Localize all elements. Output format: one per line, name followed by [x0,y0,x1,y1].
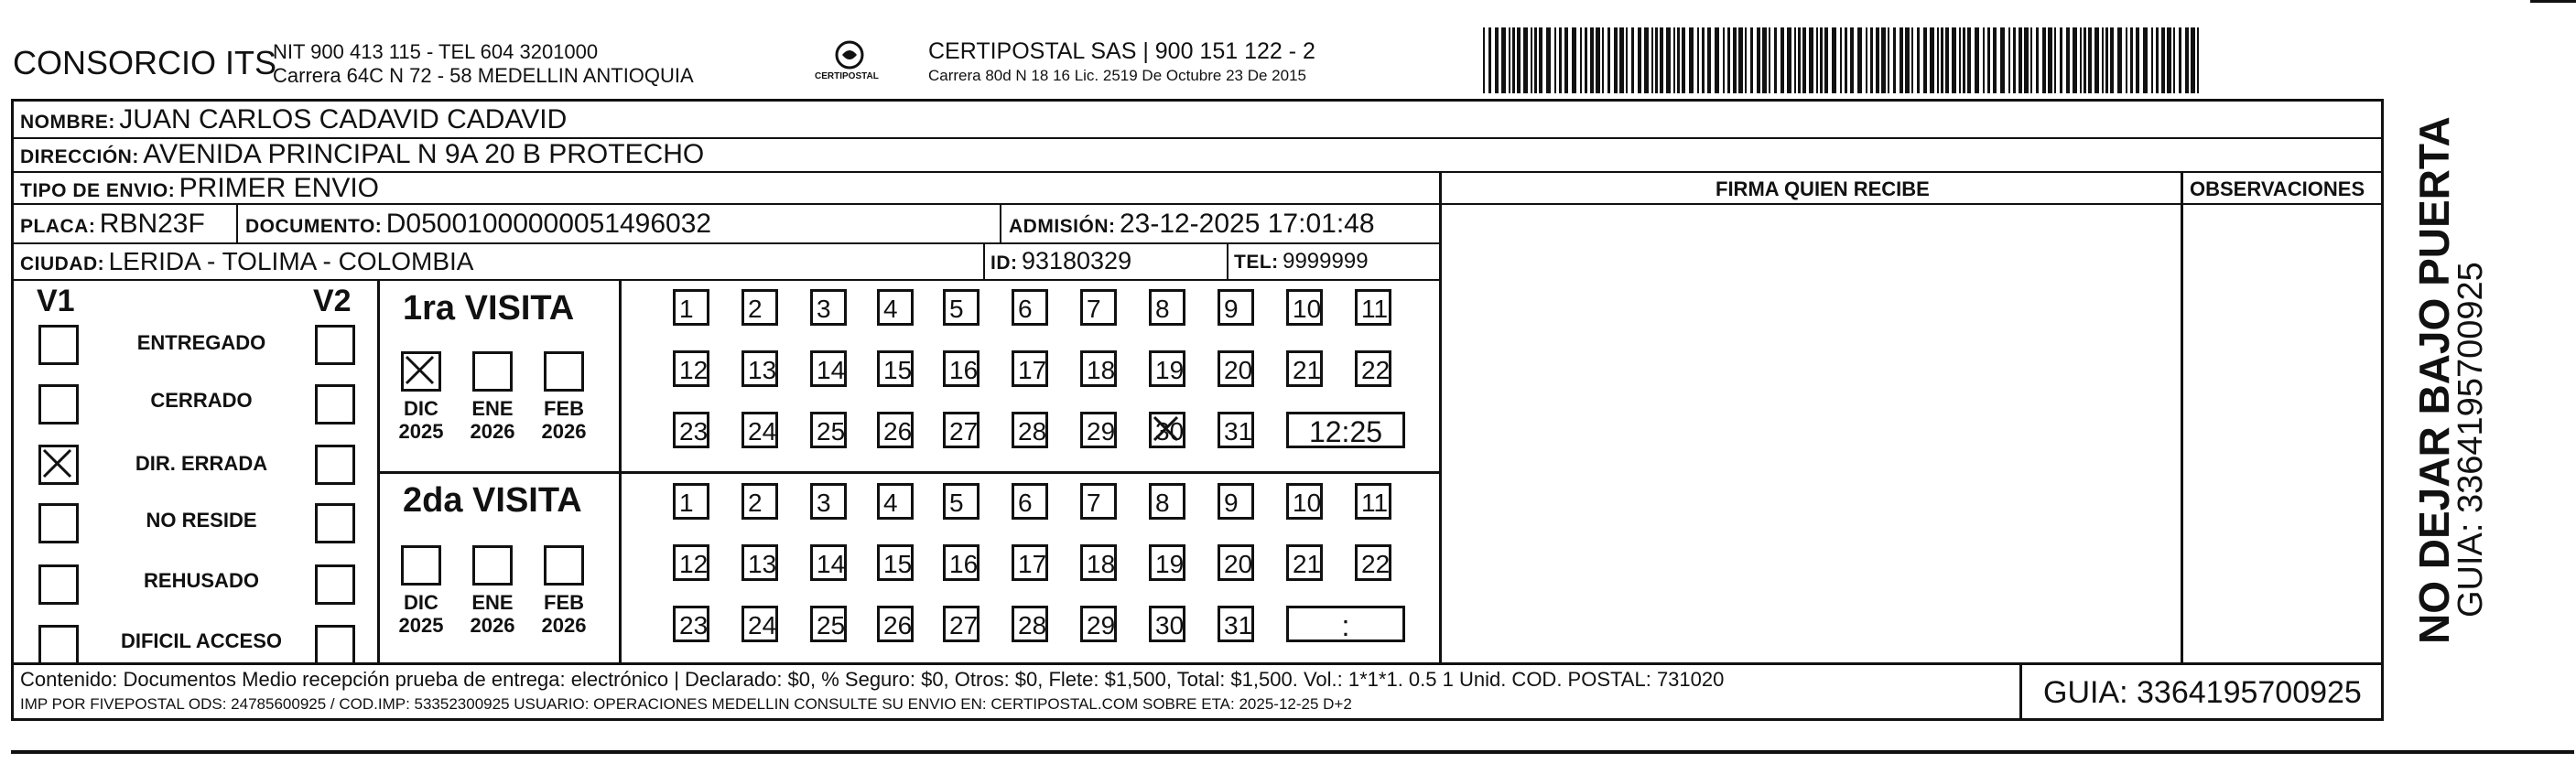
day-number: 9 [1224,489,1239,517]
month-label [536,397,591,443]
day-number: 10 [1293,295,1322,323]
day-number: 15 [883,550,913,578]
documento-row [245,209,711,240]
day-box[interactable] [1218,606,1254,642]
footer-guia: GUIA: 3364195700925 [2043,675,2362,710]
day-number: 31 [1224,611,1253,639]
day-number: 17 [1018,550,1047,578]
month-label [536,591,591,637]
month-checkbox[interactable] [544,545,584,586]
tipo-row [20,173,379,204]
day-number: 16 [949,356,979,384]
logo-caption: CERTIPOSTAL [815,71,879,81]
day-number: 29 [1087,417,1116,446]
day-box[interactable] [1149,289,1185,326]
day-box[interactable] [877,350,914,387]
footer-guia-sep [2019,662,2022,719]
day-number: 26 [883,417,913,446]
day-box[interactable] [810,289,847,326]
day-number: 11 [1361,295,1389,323]
side-guia: GUIA: 3364195700925 [2452,262,2490,618]
day-number: 13 [748,550,777,578]
day-box[interactable] [943,483,980,520]
day-number: 18 [1087,356,1116,384]
v1-checkbox[interactable] [38,503,79,543]
day-number: 30 [1155,611,1185,639]
day-box[interactable] [943,544,980,581]
admision-row [1009,209,1375,240]
page-top-right-mark [2530,0,2576,3]
v2-checkbox[interactable] [315,503,355,543]
day-box[interactable] [1080,544,1117,581]
day-number: 22 [1361,356,1391,384]
day-number: 19 [1155,356,1185,384]
direccion-value: AVENIDA PRINCIPAL N 9A 20 B PROTECHO [143,139,705,169]
day-box[interactable] [1218,483,1254,520]
v2-checkbox[interactable] [315,384,355,424]
day-number: 17 [1018,356,1047,384]
month-year: 2025 [398,614,444,637]
day-number: 15 [883,356,913,384]
documento-label: DOCUMENTO: [245,216,383,237]
day-box[interactable] [1218,289,1254,326]
admision-label: ADMISIÓN: [1009,216,1116,237]
day-box[interactable] [1012,350,1048,387]
day-number: 19 [1155,550,1185,578]
day-box[interactable] [1286,289,1323,326]
day-box[interactable] [1080,412,1117,448]
month-label [394,591,449,637]
day-number: 1 [679,489,694,517]
row-line-6 [11,662,2384,665]
day-number: 6 [1018,489,1033,517]
nombre-value: JUAN CARLOS CADAVID CADAVID [119,104,568,134]
ciudad-label: CIUDAD: [20,253,105,274]
month-label [394,397,449,443]
certipostal-logo-icon [813,37,886,91]
frame-left [11,99,14,721]
v1-checkbox[interactable] [38,625,79,665]
check-x-icon [404,354,438,389]
month-checkbox[interactable] [472,351,513,392]
day-number: 31 [1224,417,1253,446]
day-box[interactable] [1149,606,1185,642]
day-box[interactable] [943,350,980,387]
day-box[interactable] [877,412,914,448]
day-box[interactable] [741,483,778,520]
check-x-icon [41,447,76,482]
day-box[interactable] [1012,289,1048,326]
check-x-icon [1152,414,1183,446]
day-number: 14 [817,550,846,578]
tel-row [1234,249,1369,274]
day-box[interactable] [810,483,847,520]
day-number: 24 [748,417,777,446]
day-box[interactable] [741,350,778,387]
day-box[interactable] [810,606,847,642]
day-number: 29 [1087,611,1116,639]
day-box[interactable] [1286,350,1323,387]
day-box[interactable] [943,412,980,448]
month-name: FEB [544,591,584,614]
time-value: 12:25 [1308,415,1383,448]
ciudad-row [20,247,473,276]
day-number: 4 [883,295,898,323]
nombre-row [20,104,567,135]
day-number: 18 [1087,550,1116,578]
day-number: 20 [1224,356,1253,384]
day-number: 2 [748,295,763,323]
day-number: 27 [949,417,979,446]
visit2-title: 2da VISITA [403,481,582,520]
id-value: 93180329 [1021,247,1132,274]
day-number: 11 [1361,489,1389,517]
day-box[interactable] [741,289,778,326]
side-panel [2391,101,2501,650]
day-box[interactable] [1355,350,1391,387]
day-number: 2 [748,489,763,517]
day-box[interactable] [1355,483,1391,520]
tel-value: 9999999 [1283,249,1369,274]
day-number: 12 [679,550,709,578]
visit-divider [377,471,1441,474]
day-number: 28 [1018,611,1047,639]
day-number: 20 [1224,550,1253,578]
footer-contenido: Contenido: Documentos Medio recepción prueba de entrega: electrónico | Declarado: $0, % Seguro: $0, Otros: $0, Flete: $1,500, Total: $1,500. Vol.: 1*1*1. 0.5 1 Unid. COD. POSTAL: 731020 [20,668,1725,691]
time-value: : [1341,609,1350,642]
day-box[interactable] [1012,412,1048,448]
status-label: DIFICIL ACCESO [120,629,282,652]
day-number: 7 [1087,295,1101,323]
day-box[interactable] [1286,544,1323,581]
day-box[interactable] [1080,606,1117,642]
tipo-label: TIPO DE ENVIO: [20,180,176,201]
row-line-5 [11,279,1441,281]
direccion-label: DIRECCIÓN: [20,146,139,167]
month-name: FEB [544,397,584,420]
day-box[interactable] [877,544,914,581]
day-box[interactable] [741,606,778,642]
month-checkbox[interactable] [472,545,513,586]
day-number: 8 [1155,295,1170,323]
v2-checkbox[interactable] [315,445,355,485]
day-box[interactable] [673,483,709,520]
month-name: DIC [404,591,438,614]
month-name: DIC [404,397,438,420]
visit1-title: 1ra VISITA [403,289,575,328]
day-number: 3 [817,295,831,323]
day-box[interactable] [1080,289,1117,326]
day-number: 27 [949,611,979,639]
day-number: 6 [1018,295,1033,323]
month-label [465,591,520,637]
day-number: 24 [748,611,777,639]
day-box[interactable] [673,412,709,448]
day-box[interactable] [1218,350,1254,387]
v1-label: V1 [37,284,75,318]
day-number: 4 [883,489,898,517]
v1-checkbox[interactable] [38,384,79,424]
day-box[interactable] [1012,606,1048,642]
day-box[interactable] [1080,350,1117,387]
month-label [465,397,520,443]
day-number: 12 [679,356,709,384]
day-number: 23 [679,611,709,639]
day-box[interactable] [1355,544,1391,581]
time-box[interactable] [1286,606,1405,642]
day-box[interactable] [810,412,847,448]
frame-bottom [11,718,2384,721]
status-label: ENTREGADO [136,331,266,354]
day-box[interactable] [673,350,709,387]
month-name: ENE [471,591,514,614]
day-box[interactable] [877,606,914,642]
day-number: 26 [883,611,913,639]
frame-top [11,99,2384,102]
day-box[interactable] [673,544,709,581]
ciudad-value: LERIDA - TOLIMA - COLOMBIA [108,247,474,275]
day-number: 5 [949,295,964,323]
status-label: NO RESIDE [146,509,257,532]
day-box[interactable] [673,606,709,642]
tipo-value: PRIMER ENVIO [179,173,380,203]
placa-row [20,209,205,240]
page-bottom-line [11,750,2574,754]
day-box[interactable] [1149,544,1185,581]
admision-value: 23-12-2025 17:01:48 [1119,209,1375,239]
day-box[interactable] [1012,544,1048,581]
day-box[interactable] [1286,483,1323,520]
day-number: 23 [679,417,709,446]
month-checkbox[interactable] [401,351,441,392]
day-box[interactable] [1218,412,1254,448]
day-box[interactable] [943,606,980,642]
day-number: 21 [1293,550,1322,578]
month-checkbox[interactable] [544,351,584,392]
day-number: 14 [817,356,846,384]
day-number: 7 [1087,489,1101,517]
company-nit: NIT 900 413 115 - TEL 604 3201000 [273,40,599,63]
col-firma-left [1439,171,1442,663]
month-year: 2026 [470,420,515,443]
day-box[interactable] [1149,350,1185,387]
col-placa-sep [236,203,238,242]
nombre-label: NOMBRE: [20,112,115,133]
v2-checkbox[interactable] [315,625,355,665]
tel-label: TEL: [1234,252,1279,273]
company-address: Carrera 64C N 72 - 58 MEDELLIN ANTIOQUIA [273,64,694,87]
day-number: 9 [1224,295,1239,323]
day-box[interactable] [1355,289,1391,326]
id-label: ID: [990,253,1018,274]
month-name: ENE [471,397,514,420]
day-number: 16 [949,550,979,578]
day-box[interactable] [1149,412,1185,448]
day-box[interactable] [1149,483,1185,520]
day-number: 22 [1361,550,1391,578]
status-label: DIR. ERRADA [135,452,268,475]
id-row [990,247,1131,275]
day-box[interactable] [943,289,980,326]
day-number: 25 [817,611,846,639]
v1-checkbox[interactable] [38,325,79,365]
v2-checkbox[interactable] [315,325,355,365]
day-number: 25 [817,417,846,446]
v2-label: V2 [313,284,352,318]
col-obs-left [2181,171,2183,663]
day-number: 3 [817,489,831,517]
col-id-sep [983,242,985,279]
direccion-row [20,139,704,170]
v1-checkbox[interactable] [38,445,79,485]
certipostal-sub: Carrera 80d N 18 16 Lic. 2519 De Octubre 23 De 2015 [928,67,1306,84]
month-year: 2026 [541,614,587,637]
company-name: CONSORCIO ITS [13,44,277,81]
month-year: 2026 [541,420,587,443]
day-box[interactable] [1218,544,1254,581]
placa-label: PLACA: [20,216,96,237]
day-number: 28 [1018,417,1047,446]
month-year: 2026 [470,614,515,637]
col-tel-sep [1227,242,1228,279]
day-number: 30 [1155,417,1185,446]
day-number: 13 [748,356,777,384]
observaciones-header: OBSERVACIONES [2190,177,2365,200]
day-box[interactable] [877,483,914,520]
placa-value: RBN23F [99,209,205,239]
day-box[interactable] [877,289,914,326]
v2-checkbox[interactable] [315,564,355,605]
col-admision-sep [1000,203,1001,242]
month-checkbox[interactable] [401,545,441,586]
day-number: 1 [679,295,694,323]
status-label: REHUSADO [144,569,259,592]
day-box[interactable] [810,544,847,581]
day-box[interactable] [1080,483,1117,520]
day-number: 10 [1293,489,1322,517]
day-box[interactable] [741,544,778,581]
frame-right-inner [2381,99,2384,721]
day-box[interactable] [810,350,847,387]
day-number: 5 [949,489,964,517]
day-box[interactable] [741,412,778,448]
time-box[interactable] [1286,412,1405,448]
status-label: CERRADO [150,389,253,412]
day-box[interactable] [1012,483,1048,520]
side-warning: NO DEJAR BAJO PUERTA [2410,116,2458,644]
barcode [1483,27,2206,93]
footer-imp: IMP POR FIVEPOSTAL ODS: 24785600925 / COD.IMP: 53352300925 USUARIO: OPERACIONES MEDELLIN CONSULTE SU ENVIO EN: CERTIPOSTAL.COM SOBRE ETA: 2025-12-25 D+2 [20,695,1352,713]
day-number: 21 [1293,356,1322,384]
documento-value: D0500100000005149603​2 [385,209,712,239]
certipostal-line: CERTIPOSTAL SAS | 900 151 122 - 2 [928,38,1315,64]
day-number: 8 [1155,489,1170,517]
v1-checkbox[interactable] [38,564,79,605]
day-box[interactable] [673,289,709,326]
firma-header: FIRMA QUIEN RECIBE [1716,177,1930,200]
month-year: 2025 [398,420,444,443]
